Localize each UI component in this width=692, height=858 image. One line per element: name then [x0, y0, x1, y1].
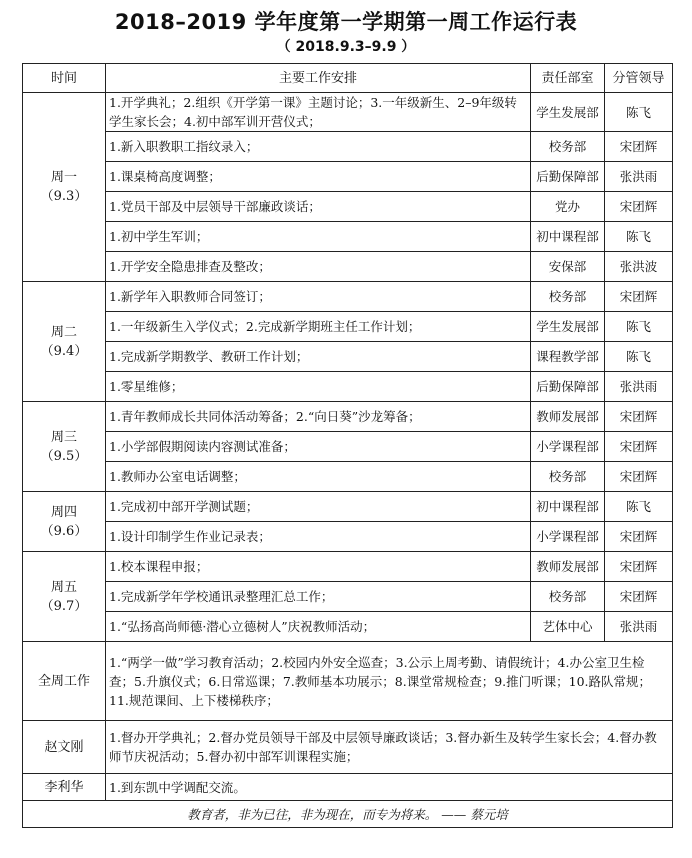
day-name: 周一: [50, 170, 77, 185]
task-cell: 1.完成新学期教学、教研工作计划；: [106, 342, 531, 372]
li-label: 李利华: [23, 774, 106, 801]
footer-quote: 教育者，非为已往，非为现在，而专为将来。 —— 蔡元培: [23, 801, 673, 828]
lead-cell: 陈飞: [605, 342, 673, 372]
task-cell: 1.完成初中部开学测试题；: [106, 492, 531, 522]
header-lead: 分管领导: [605, 64, 673, 93]
schedule-row: [23, 312, 673, 342]
dept-cell: 党办: [531, 192, 605, 222]
lead-cell: 宋团辉: [605, 192, 673, 222]
task-cell: 1.设计印制学生作业记录表；: [106, 522, 531, 552]
quote-row: [23, 801, 673, 828]
lead-cell: 张洪雨: [605, 162, 673, 192]
task-cell: 1.“弘扬高尚师德·潜心立德树人”庆祝教师活动；: [106, 612, 531, 642]
schedule-row: [23, 162, 673, 192]
date-range: （ 2018.9.3–9.9 ）: [276, 39, 416, 55]
day-cell: [23, 93, 106, 282]
day-date: （9.3）: [40, 189, 88, 204]
task-cell: 1.开学安全隐患排查及整改；: [106, 252, 531, 282]
lead-cell: 宋团辉: [605, 462, 673, 492]
schedule-row: [23, 372, 673, 402]
lead-cell: 宋团辉: [605, 402, 673, 432]
zhao-task: 1.督办开学典礼；2.督办党员领导干部及中层领导廉政谈话；3.督办新生及转学生家长会；4.督办教师节庆祝活动；5.督办初中部军训课程实施；: [106, 721, 673, 774]
dept-cell: 校务部: [531, 132, 605, 162]
li-task: 1.到东凯中学调配交流。: [106, 774, 673, 801]
task-cell: 1.完成新学年学校通讯录整理汇总工作；: [106, 582, 531, 612]
schedule-row: [23, 402, 673, 432]
dept-cell: 教师发展部: [531, 402, 605, 432]
day-date: （9.4）: [40, 343, 88, 359]
dept-cell: 小学课程部: [531, 432, 605, 462]
lead-cell: 张洪雨: [605, 372, 673, 402]
fullweek-row: [23, 642, 673, 721]
task-cell: 1.新入职教职工指纹录入；: [106, 132, 531, 162]
zhao-row: [23, 721, 673, 774]
dept-cell: 学生发展部: [531, 93, 605, 132]
task-cell: 1.教师办公室电话调整；: [106, 462, 531, 492]
dept-cell: 学生发展部: [531, 312, 605, 342]
dept-cell: 后勤保障部: [531, 372, 605, 402]
task-cell: 1.课桌椅高度调整；: [106, 162, 531, 192]
schedule-row: [23, 462, 673, 492]
li-row: [23, 774, 673, 801]
fullweek-label: 全周工作: [23, 642, 106, 721]
lead-cell: 宋团辉: [605, 282, 673, 312]
zhao-label: 赵文刚: [23, 721, 106, 774]
day-cell: [23, 492, 106, 552]
page-title: 2018–2019 学年度第一学期第一周工作运行表: [114, 10, 578, 34]
day-date: （9.7）: [40, 598, 88, 614]
dept-cell: 初中课程部: [531, 222, 605, 252]
day-cell: [23, 282, 106, 402]
lead-cell: 陈飞: [605, 93, 673, 132]
dept-cell: 安保部: [531, 252, 605, 282]
schedule-row: [23, 132, 673, 162]
task-cell: 1.校本课程申报；: [106, 552, 531, 582]
schedule-body: [23, 93, 673, 642]
dept-cell: 校务部: [531, 282, 605, 312]
schedule-row: [23, 492, 673, 522]
header-dept: 责任部室: [531, 64, 605, 93]
lead-cell: 宋团辉: [605, 582, 673, 612]
fullweek-task: 1.“两学一做”学习教育活动；2.校园内外安全巡查；3.公示上周考勤、请假统计；4.办公室卫生检查；5.升旗仪式；6.日常巡课；7.教师基本功展示；8.课堂常规检查；9.推门听课；10.路队常规；11.规范课间、上下楼梯秩序；: [106, 642, 673, 721]
lead-cell: 张洪波: [605, 252, 673, 282]
lead-cell: 宋团辉: [605, 132, 673, 162]
schedule-row: [23, 612, 673, 642]
day-name: 周五: [50, 579, 77, 595]
task-cell: 1.开学典礼；2.组织《开学第一课》主题讨论；3.一年级新生、2–9年级转学生家长会；4.初中部军训开营仪式；: [106, 93, 531, 132]
day-name: 周二: [50, 324, 77, 340]
task-cell: 1.零星维修；: [106, 372, 531, 402]
task-cell: 1.党员干部及中层领导干部廉政谈话；: [106, 192, 531, 222]
day-date: （9.5）: [40, 448, 88, 464]
schedule-row: [23, 552, 673, 582]
schedule-row: [23, 192, 673, 222]
lead-cell: 陈飞: [605, 312, 673, 342]
day-cell: [23, 552, 106, 642]
task-cell: 1.小学部假期阅读内容测试准备；: [106, 432, 531, 462]
schedule-row: [23, 282, 673, 312]
schedule-row: [23, 342, 673, 372]
task-cell: 1.一年级新生入学仪式；2.完成新学期班主任工作计划；: [106, 312, 531, 342]
lead-cell: 宋团辉: [605, 522, 673, 552]
lead-cell: 宋团辉: [605, 552, 673, 582]
dept-cell: 小学课程部: [531, 522, 605, 552]
schedule-row: [23, 522, 673, 552]
day-name: 周四: [50, 504, 77, 520]
dept-cell: 教师发展部: [531, 552, 605, 582]
dept-cell: 初中课程部: [531, 492, 605, 522]
lead-cell: 宋团辉: [605, 432, 673, 462]
task-cell: 1.初中学生军训；: [106, 222, 531, 252]
schedule-row: [23, 252, 673, 282]
schedule-row: [23, 222, 673, 252]
lead-cell: 陈飞: [605, 222, 673, 252]
dept-cell: 后勤保障部: [531, 162, 605, 192]
day-name: 周三: [50, 429, 77, 445]
dept-cell: 课程教学部: [531, 342, 605, 372]
lead-cell: 张洪雨: [605, 612, 673, 642]
day-cell: [23, 402, 106, 492]
schedule-row: [23, 93, 673, 132]
day-date: （9.6）: [40, 523, 88, 539]
header-row: [23, 64, 673, 93]
header-work: 主要工作安排: [106, 64, 531, 93]
dept-cell: 校务部: [531, 582, 605, 612]
task-cell: 1.青年教师成长共同体活动筹备；2.“向日葵”沙龙筹备；: [106, 402, 531, 432]
dept-cell: 艺体中心: [531, 612, 605, 642]
lead-cell: 陈飞: [605, 492, 673, 522]
dept-cell: 校务部: [531, 462, 605, 492]
task-cell: 1.新学年入职教师合同签订；: [106, 282, 531, 312]
schedule-table: [22, 63, 673, 828]
schedule-row: [23, 582, 673, 612]
schedule-row: [23, 432, 673, 462]
header-time: 时间: [23, 64, 106, 93]
